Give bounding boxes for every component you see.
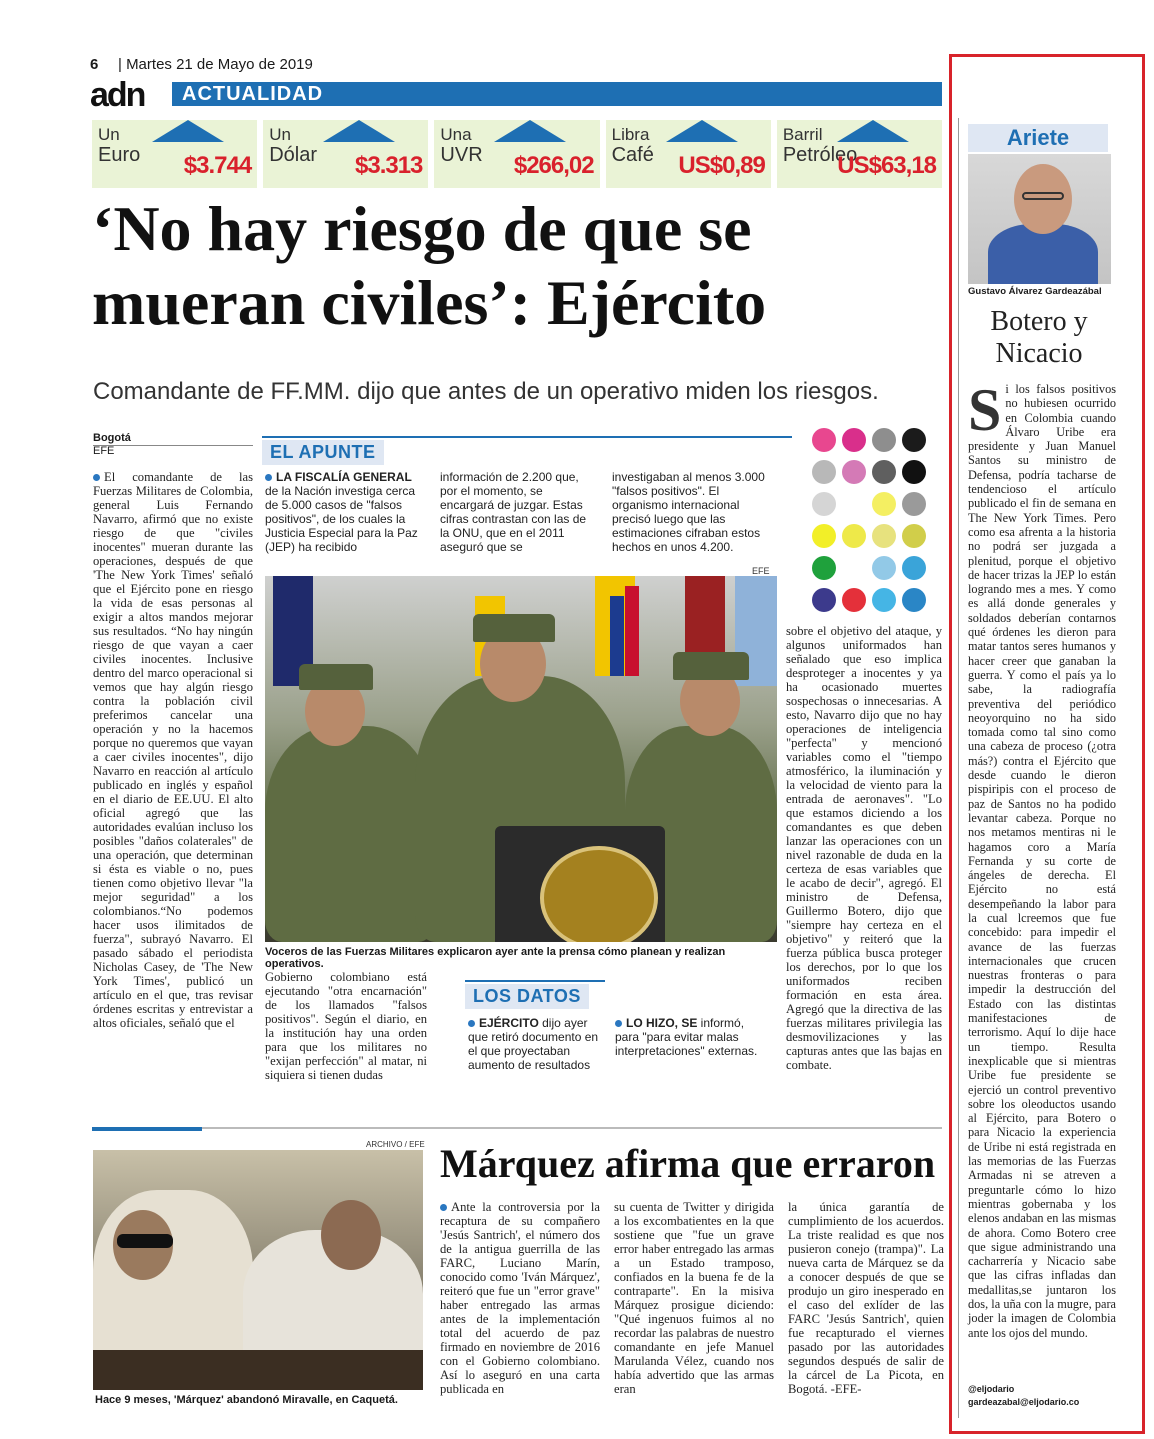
apunte-box [262, 440, 384, 465]
indicator-line2: UVR [440, 144, 483, 166]
datos-item1-lead: EJÉRCITO [479, 1016, 539, 1030]
up-arrow-icon [666, 120, 738, 142]
article-col4: sobre el objetivo del ataque, y algunos uniformados han señalado que eso implica desproteger a inocentes y ya ha ocasionado muertes sospechosas o innecesarias. A esto, Navarro dijo que no hay operaciones de inteligencia "perfecta" y mencionó variables como el "tiempo atmosférico, la iluminación y la velocidad de viento para la entrada de aeronaves". "Lo que estamos diciendo a los comandantes es que deben lanzar las operaciones con un nivel razonable de duda en la certeza de esas variables que le acabo de decir", agregó. El ministro de Defensa, Guillermo Botero, dijo que "siempre hay certeza en el objetivo" y reiteró que la fuerza pública busca proteger los derechos, por lo que los uniformados reciben formación en esta área. Agregó que la directiva de las fuerzas militares privilegia las desmovilizaciones y las capturas antes que las bajas en combate. [786, 624, 942, 1072]
photo1-caption: Voceros de las Fuerzas Militares explicaron ayer ante la prensa cómo planean y realizan operativos. [265, 946, 726, 970]
datos-item2-text: informó, para "para evitar malas interpretaciones" externas. [615, 1016, 758, 1058]
apunte-col1-text: de la Nación investiga cerca de 5.000 casos de "falsos positivos", de los cuales la Justicia Especial para la Paz (JEP) ha recibido [265, 484, 418, 554]
indicator-value: $266,02 [513, 152, 594, 179]
article-col1 [93, 470, 253, 1120]
glasses-icon [1022, 192, 1064, 200]
flag-icon [610, 596, 624, 676]
indicator-line2: Café [611, 144, 654, 166]
indicator-value: $3.744 [183, 152, 252, 179]
author-portrait [968, 154, 1111, 284]
indicator-value: US$63,18 [837, 152, 937, 179]
apunte-col1 [265, 470, 425, 554]
indicator-line2: Euro [98, 144, 141, 166]
up-arrow-icon [837, 120, 909, 142]
brand-logo: adn [90, 76, 145, 114]
photo1-credit: EFE [752, 566, 770, 576]
ministry-seal [540, 846, 658, 942]
military-press-photo [265, 576, 777, 942]
page-number: 6 [90, 56, 99, 73]
indicator-line1: Una [440, 125, 472, 144]
military-cap [299, 664, 373, 690]
section-divider-accent [92, 1127, 202, 1131]
section-banner: ACTUALIDAD [172, 82, 942, 106]
indicator-line2: Petróleo [782, 144, 858, 166]
second-col2: su cuenta de Twitter y dirigida a los excombatientes en la que sostiene que "fue un grave error haber entregado las armas a un Estado tramposo, confiados en la buena fe de la contraparte". En la misiva Márquez prosigue diciendo: "Qué ingenuos fuimos al no recordar las palabras de nuestro comandante en jefe Manuel Marulanda Vélez, cuando nos había advertido que las armas eran [614, 1200, 774, 1396]
byline-city: Bogotá [93, 432, 253, 446]
indicator-line2: Dólar [269, 144, 317, 166]
indicator-petroleo [777, 120, 942, 188]
datos-item1 [468, 1016, 604, 1072]
military-cap [473, 614, 555, 642]
indicator-line1: Un [98, 125, 120, 144]
indicator-line1: Libra [611, 125, 650, 144]
photo2-credit: ARCHIVO / EFE [366, 1140, 425, 1149]
column-title-line2: Nicacio [995, 338, 1083, 369]
apunte-col3: investigaban al menos 3.000 "falsos positivos". El organismo internacional precisó luego que las estimaciones cifraban estos hechos en unos 4.200. [612, 470, 765, 554]
marquez-photo [93, 1150, 423, 1390]
sunglasses-icon [117, 1234, 173, 1248]
second-headline: Márquez afirma que erraron [440, 1141, 936, 1186]
flag-icon [625, 586, 639, 676]
datos-item2-lead: LO HIZO, SE [626, 1016, 698, 1030]
column-title [964, 306, 1114, 370]
column-title-line1: Botero y [990, 306, 1088, 337]
indicator-value: US$0,89 [678, 152, 765, 179]
article-col2: Gobierno colombiano está ejecutando "otra encarnación" de los llamados "falsos positivos". Según el diario, en la institución hay una orden para que los militares no "exijan perfección" al matar, ni siquiera si tienen dudas [265, 970, 427, 1082]
indicator-euro [92, 120, 257, 188]
column-author: Gustavo Álvarez Gardeazábal [968, 286, 1102, 297]
datos-item2 [615, 1016, 765, 1058]
drop-cap: S [968, 377, 1002, 443]
apunte-col2: información de 2.200 que, por el momento, se encargará de juzgar. Estas cifras contrastan con las de la ONU, que en el 2011 aseguró que se [440, 470, 587, 554]
second-col1-text: Ante la controversia por la recaptura de su compañero 'Jesús Santrich', el número dos de la antigua guerrilla de las FARC, Luciano Marín, conocido como 'Iván Márquez', reiteró que fue un "error grave" haber entregado las armas antes de la implementación total del acuerdo de paz firmado en noviembre de 2016 con el Gobierno colombiano. Así lo aseguró en una carta publicada en [440, 1200, 600, 1396]
datos-box [465, 984, 589, 1009]
indicator-uvr [434, 120, 599, 188]
table [93, 1350, 423, 1390]
datos-item1-text: dijo ayer que retiró documento en el que proyectaban aumento de resultados [468, 1016, 599, 1072]
column-text: i los falsos positivos no hubiesen ocurrido en Colombia cuando Álvaro Uribe era presidente y Juan Manuel Santos su ministro de Defensa, podría tacharse de tendencioso el artículo publicado el fin de semana en The New York Times. Pero como esa afrenta a la historia no podrá ser juzgada a plenitud, porque el objetivo de hacer trizas la JEP lo están logrando mes a mes. Y como es allá donde generales y soldados deberían contarnos qué órdenes les dieron para matar tantos seres humanos y hacer creer que ganaban la guerra. Y como el país ya lo sabe, la radiografía preventiva del periódico neoyorquino no ha sido tomada como tal sino como una cabeza de proceso (¿otra más?) contra el Ejército que desde cuando le dieron pispiripis con el proceso de paz de Santos no ha podido levantar cabeza. Porque no nos metamos mentiras ni le hagamos coro a María Fernanda y su corte de ángeles de derecha. El Ejército no está desempeñando la labor para la cual lcreemos que fue concebido: para impedir el avance de las fuerzas internacionales que crucen nuestras fronteras o para impedir la destrucción del Estado con las distintas manifestaciones de terrorismo. Aquí lo dije hace un tiempo. Resulta inexplicable que si mientras Uribe fue presidente se ejerció un control preventivo sobre los oleoductos usando al Ejército, para Botero o para Nicacio la experiencia de Uribe ni está registrada en las memorias de las Fuerzas Armadas ni se atreven a preguntarle cómo lo hizo mientras gobernaba y los elenos andaban en las mismas de ahora. Como Botero cree que sigue administrando una cacharrería y Nicacio sabe que las cifras infladas dan medallitas,se juntaron los dos, la uña con la mugre, para joder la imagen de Colombia ante los ojos del mundo. [968, 382, 1116, 1340]
indicator-dolar [263, 120, 428, 188]
issue-date: | Martes 21 de Mayo de 2019 [118, 56, 313, 73]
column-label: Ariete [968, 124, 1108, 152]
person-head [321, 1200, 381, 1270]
apunte-rule [262, 436, 792, 438]
column-handle: @eljodario [968, 1384, 1015, 1394]
market-indicators [92, 120, 942, 188]
article-col1-text: El comandante de las Fuerzas Militares de Colombia, general Luis Fernando Navarro, afirmó que no existe riesgo de que "civiles inocentes" mueran durante las operaciones, después de que 'The New York Times' señaló que el Ejército pone en riesgo la vida de esas personas al exigir a altos mandos mejorar sus resultados. “No hay ningún riesgo de que vayan a caer civiles inocentes. Inclusive dentro del marco operacional si vemos que hay algún riesgo contra la población civil preferimos cancelar una operación y no la hacemos porque no queremos que vayan a caer civiles inocentes", dijo Navarro en reacción al artículo publicado en inglés y español en el diario de EE.UU. El alto oficial agregó que las autoridades evalúan incluso los posibles "daños colaterales" de una operación, que determinan si ésta es viable o no, pues tienen como objetivo llevar "la mejor seguridad" a los colombianos.“No podemos hacer usos ilimitados de fuerza", subrayó Navarro. El pasado sábado el periodista Nicholas Casey, de 'The New York Times', publicó un artículo en el que, tras revisar órdenes escritas y entrevistar a altos oficiales, señaló que el [93, 470, 253, 1030]
military-cap [673, 652, 749, 680]
soldier-figure [265, 726, 435, 942]
apunte-lead: LA FISCALÍA GENERAL [276, 470, 412, 484]
indicator-cafe [606, 120, 771, 188]
datos-rule [465, 980, 605, 982]
up-arrow-icon [323, 120, 395, 142]
indicator-line1: Un [269, 125, 291, 144]
main-subhead: Comandante de FF.MM. dijo que antes de un operativo miden los riesgos. [93, 378, 879, 405]
apunte-title: EL APUNTE [262, 440, 384, 465]
indicator-line1: Barril [782, 125, 823, 144]
section-divider [92, 1127, 942, 1129]
photo2-caption: Hace 9 meses, 'Márquez' abandonó Miravalle, en Caquetá. [95, 1394, 398, 1406]
column-email: gardeazabal@eljodario.co [968, 1397, 1080, 1407]
up-arrow-icon [494, 120, 566, 142]
byline-agency: EFE [93, 445, 115, 457]
second-col1 [440, 1200, 600, 1410]
indicator-value: $3.313 [355, 152, 423, 179]
printer-color-swatch [808, 428, 938, 628]
column-body [968, 377, 1116, 1340]
up-arrow-icon [152, 120, 224, 142]
second-col3: la única garantía de cumplimiento de los acuerdos. La triste realidad es que nos pusieron conejo (trampa)". La nueva carta de Márquez se da a conocer después de que se produjo un giro inesperado en el caso del exlíder de las FARC 'Jesús Santrich', quien fue recapturado el viernes pasado por las autoridades segundos después de salir de la cárcel de La Picota, en Bogotá. -EFE- [788, 1200, 944, 1396]
main-headline: ‘No hay riesgo de que se mueran civiles’: Ejército [92, 193, 767, 338]
datos-title: LOS DATOS [465, 984, 589, 1009]
